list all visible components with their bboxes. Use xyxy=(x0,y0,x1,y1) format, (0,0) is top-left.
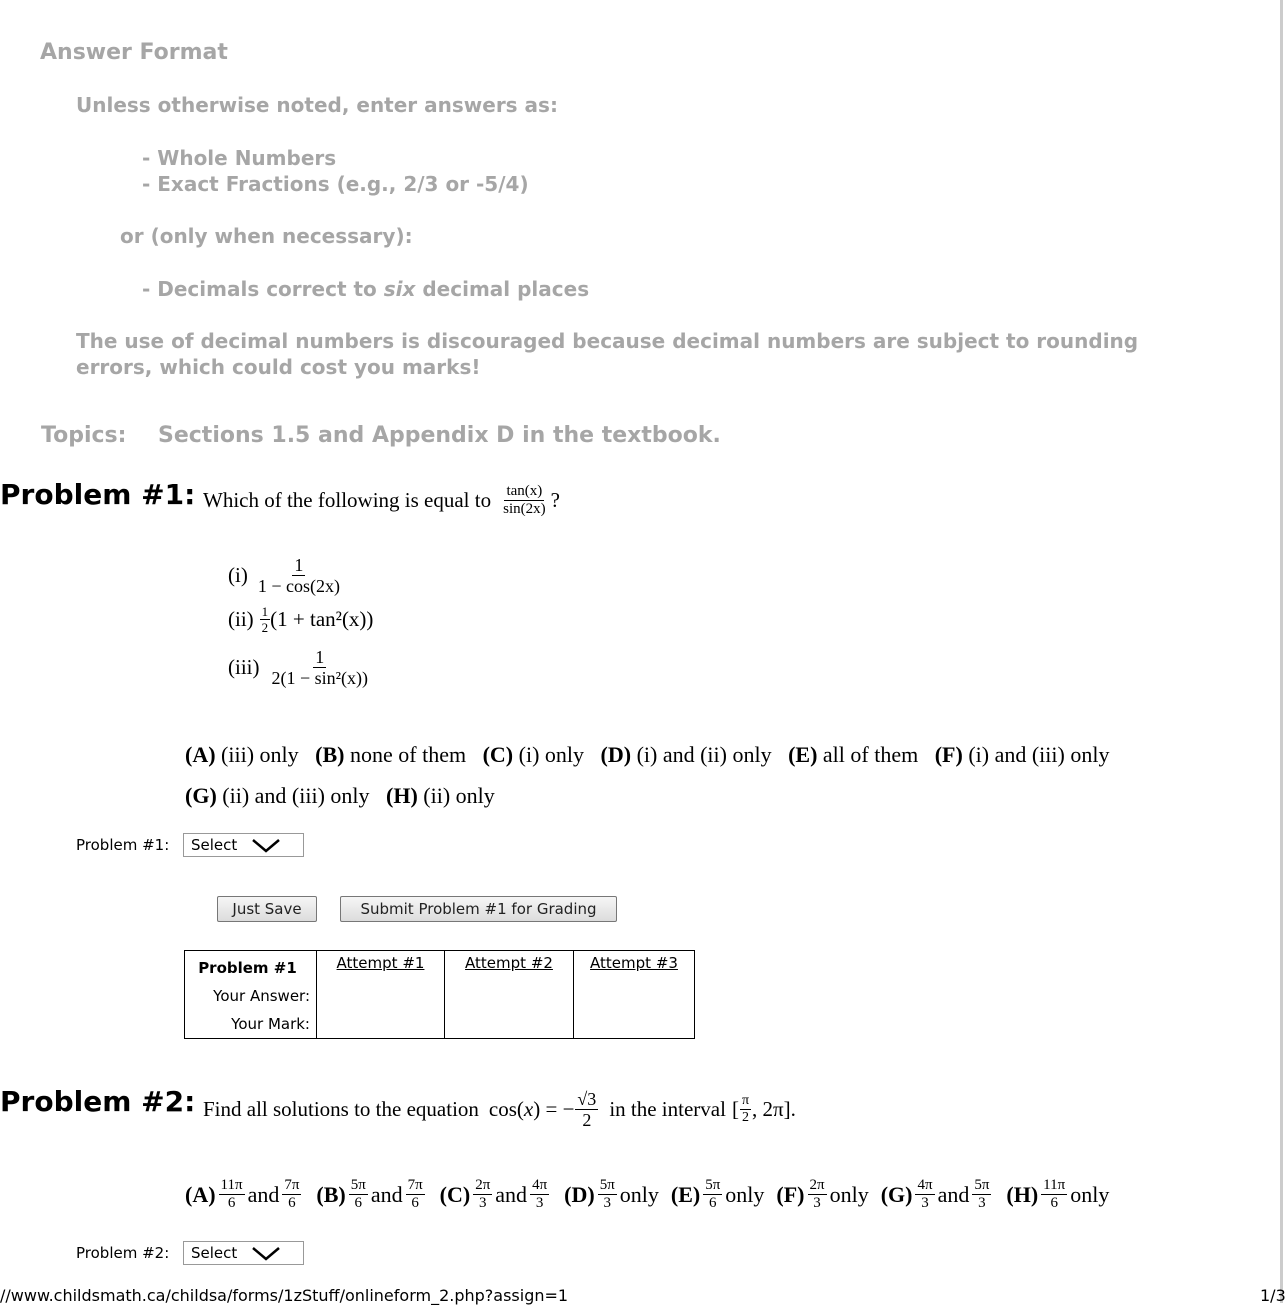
fraction-denominator: 3 xyxy=(603,1195,611,1211)
item-ii-expr: (1 + tan²(x)) xyxy=(270,607,374,631)
answer-format-intro: Unless otherwise noted, enter answers as: xyxy=(76,93,558,117)
problem-2-choice xyxy=(776,1178,868,1211)
problem-1-question-text: Which of the following is equal to xyxy=(203,488,492,512)
page-right-edge xyxy=(1280,0,1283,1303)
choice-fraction xyxy=(972,1178,991,1211)
attempts-header: Problem #1 xyxy=(198,959,297,977)
problem-1-item-i xyxy=(228,556,345,595)
answer-format-bullet-1: - Whole Numbers xyxy=(142,146,337,170)
answer-format-bullet-2: - Exact Fractions (e.g., 2/3 or -5/4) xyxy=(142,172,529,196)
fraction-numerator: 5π xyxy=(974,1177,990,1193)
problem-2-choice xyxy=(671,1178,765,1211)
bullet-2-text: Exact Fractions (e.g., 2/3 or -5/4) xyxy=(157,172,529,196)
answer-format-warning-2: errors, which could cost you marks! xyxy=(76,355,481,379)
choice-letter: (H) xyxy=(1006,1181,1039,1207)
item-i-num: 1 xyxy=(294,555,304,575)
chevron-down-icon xyxy=(251,1245,281,1261)
problem-1-choices-row-2 xyxy=(185,783,495,809)
fraction-numerator: 2π xyxy=(475,1177,491,1193)
item-tag: (i) xyxy=(228,563,248,587)
fraction-numerator: 11π xyxy=(220,1177,243,1193)
just-save-button[interactable]: Just Save xyxy=(217,896,317,922)
choice-text: (ii) only xyxy=(423,783,495,808)
problem-1-answer-select[interactable] xyxy=(183,833,304,857)
choice-text: (ii) and (iii) only xyxy=(222,783,370,808)
choice-letter: (D) xyxy=(564,1181,595,1207)
fraction-numerator: 7π xyxy=(284,1177,300,1193)
choice-fraction xyxy=(349,1178,368,1211)
attempt-3-link[interactable]: Attempt #3 xyxy=(590,954,678,972)
problem-2-answer-select[interactable] xyxy=(183,1241,304,1265)
choice-text: (i) and (iii) only xyxy=(968,742,1110,767)
answer-format-title: Answer Format xyxy=(40,40,228,65)
choice-letter: (D) xyxy=(600,742,632,767)
expression-numerator: tan(x) xyxy=(506,483,543,499)
choice-letter: (H) xyxy=(386,783,418,808)
bullet-3-post: decimal places xyxy=(415,277,590,301)
fraction-numerator: 2π xyxy=(809,1177,825,1193)
fraction-numerator: 4π xyxy=(532,1177,548,1193)
choice-connector: only xyxy=(1070,1181,1110,1207)
item-iii-num: 1 xyxy=(315,647,325,667)
item-ii-half: $\frac{1}{2}$ xyxy=(261,604,269,635)
bullet-3-pre: Decimals correct to xyxy=(157,277,384,301)
expression-denominator: sin(2x) xyxy=(503,501,546,517)
choice-letter: (C) xyxy=(482,742,514,767)
choice-fraction xyxy=(808,1178,827,1211)
choice-fraction xyxy=(282,1178,301,1211)
choice-letter: (B) xyxy=(315,742,345,767)
item-tag: (ii) xyxy=(228,607,254,631)
choice-letter: (E) xyxy=(670,1181,701,1207)
attempt-2-link[interactable]: Attempt #2 xyxy=(465,954,553,972)
choice-text: (i) only xyxy=(518,742,585,767)
choice-fraction xyxy=(219,1178,245,1211)
bullet-1-text: Whole Numbers xyxy=(157,146,337,170)
fraction-denominator: 3 xyxy=(535,1195,544,1211)
choice-text: (iii) only xyxy=(221,742,299,767)
choice-connector: only xyxy=(829,1181,869,1207)
problem-2-question-text: Find all solutions to the equation xyxy=(203,1097,479,1121)
interval-text: in the interval xyxy=(609,1097,726,1121)
choice-text: all of them xyxy=(822,742,919,767)
problem-2-choice xyxy=(564,1178,659,1211)
fraction-numerator: 7π xyxy=(407,1177,423,1193)
choice-text: none of them xyxy=(349,742,467,767)
fraction-numerator: 5π xyxy=(350,1177,366,1193)
fraction-denominator: 6 xyxy=(227,1195,236,1211)
problem-1-item-ii xyxy=(228,605,373,634)
item-iii-den: 2(1 − sin²(x)) xyxy=(271,668,369,688)
fraction-denominator: 6 xyxy=(1050,1195,1058,1211)
choice-letter: (C) xyxy=(439,1181,471,1207)
problem-1-expression xyxy=(501,484,548,517)
problem-2-choice xyxy=(1006,1178,1109,1211)
item-iii-fraction xyxy=(270,648,371,687)
fraction-denominator: 3 xyxy=(921,1195,929,1211)
item-i-den: 1 − cos(2x) xyxy=(257,576,340,596)
bullet-3-em: six xyxy=(383,277,416,301)
chevron-down-icon xyxy=(251,837,281,853)
choice-connector: and xyxy=(370,1181,403,1207)
problem-1-choices-row-1 xyxy=(185,742,1109,768)
problem-1-question xyxy=(203,484,560,517)
problem-2-question xyxy=(203,1090,796,1129)
answer-format-warning-1: The use of decimal numbers is discouraged because decimal numbers are subject to rounding xyxy=(76,329,1139,353)
footer-url: //www.childsmath.ca/childsa/forms/1zStuff/onlineform_2.php?assign=1 xyxy=(0,1286,569,1305)
choice-connector: and xyxy=(495,1181,528,1207)
choice-connector: only xyxy=(619,1181,659,1207)
fraction-denominator: 3 xyxy=(978,1195,986,1211)
choice-text: (i) and (ii) only xyxy=(636,742,772,767)
choice-letter: (F) xyxy=(934,742,963,767)
question-mark: ? xyxy=(550,488,560,512)
problem-2-choice xyxy=(440,1178,552,1211)
attempt-2-cell xyxy=(445,951,574,1039)
select-value: Select xyxy=(191,836,238,854)
problem-1-attempts-table xyxy=(184,950,695,1039)
choice-connector: and xyxy=(937,1181,970,1207)
equation-rhs-fraction: $\frac{√3}{2}$ xyxy=(577,1089,597,1130)
fraction-denominator: 3 xyxy=(479,1195,487,1211)
problem-2-choices xyxy=(185,1178,1121,1211)
problem-2-choice xyxy=(316,1178,427,1211)
problem-2-choice xyxy=(881,1178,995,1211)
problem-2-label: Problem #2: xyxy=(0,1085,196,1118)
fraction-numerator: 5π xyxy=(705,1177,721,1193)
problem-1-label: Problem #1: xyxy=(0,478,196,511)
problem-1-select-label: Problem #1: xyxy=(76,836,170,854)
topics-label: Topics: xyxy=(41,423,127,448)
fraction-denominator: 6 xyxy=(288,1195,296,1211)
interval-rest: , 2π]. xyxy=(752,1097,796,1121)
choice-letter: (G) xyxy=(880,1181,913,1207)
interval-open: [ xyxy=(731,1097,739,1121)
choice-fraction xyxy=(598,1178,617,1211)
problem-2-select-label: Problem #2: xyxy=(76,1244,170,1262)
select-value: Select xyxy=(191,1244,238,1262)
your-mark-label: Your Mark: xyxy=(231,1015,310,1033)
choice-connector: and xyxy=(247,1181,280,1207)
choice-fraction xyxy=(1041,1178,1067,1211)
fraction-denominator: 3 xyxy=(813,1195,821,1211)
your-answer-label: Your Answer: xyxy=(213,987,310,1005)
item-tag: (iii) xyxy=(228,655,260,679)
fraction-denominator: 6 xyxy=(411,1195,419,1211)
choice-connector: only xyxy=(725,1181,765,1207)
choice-fraction xyxy=(473,1178,492,1211)
choice-letter: (B) xyxy=(316,1181,346,1207)
choice-fraction xyxy=(530,1178,549,1211)
submit-problem-1-button[interactable]: Submit Problem #1 for Grading xyxy=(340,896,617,922)
choice-letter: (A) xyxy=(185,1181,216,1207)
choice-fraction xyxy=(915,1178,934,1211)
choice-letter: (F) xyxy=(776,1181,805,1207)
choice-letter: (G) xyxy=(185,783,217,808)
attempts-label-cell xyxy=(185,951,317,1039)
interval-start: $\frac{\pi}{2}$ xyxy=(741,1093,750,1125)
attempt-1-link[interactable]: Attempt #1 xyxy=(336,954,425,972)
topics-value: Sections 1.5 and Appendix D in the textbook. xyxy=(158,423,721,448)
item-i-fraction xyxy=(256,556,342,595)
choice-fraction xyxy=(406,1178,425,1211)
answer-format-bullet-3: - Decimals correct to six decimal places xyxy=(142,277,590,301)
problem-1-item-iii xyxy=(228,648,373,687)
equation-lhs: cos(x) = − xyxy=(488,1097,575,1121)
problem-2-choice xyxy=(185,1178,304,1211)
fraction-denominator: 6 xyxy=(354,1195,363,1211)
answer-format-or-line: or (only when necessary): xyxy=(120,224,413,248)
choice-letter: (E) xyxy=(788,742,818,767)
attempt-3-cell xyxy=(574,951,695,1039)
choice-fraction xyxy=(703,1178,722,1211)
fraction-numerator: 11π xyxy=(1043,1177,1066,1193)
choice-letter: (A) xyxy=(185,742,216,767)
fraction-numerator: 5π xyxy=(599,1177,615,1193)
fraction-numerator: 4π xyxy=(917,1177,933,1193)
footer-page-number: 1/3 xyxy=(1260,1286,1286,1305)
fraction-denominator: 6 xyxy=(709,1195,717,1211)
attempt-1-cell xyxy=(317,951,445,1039)
